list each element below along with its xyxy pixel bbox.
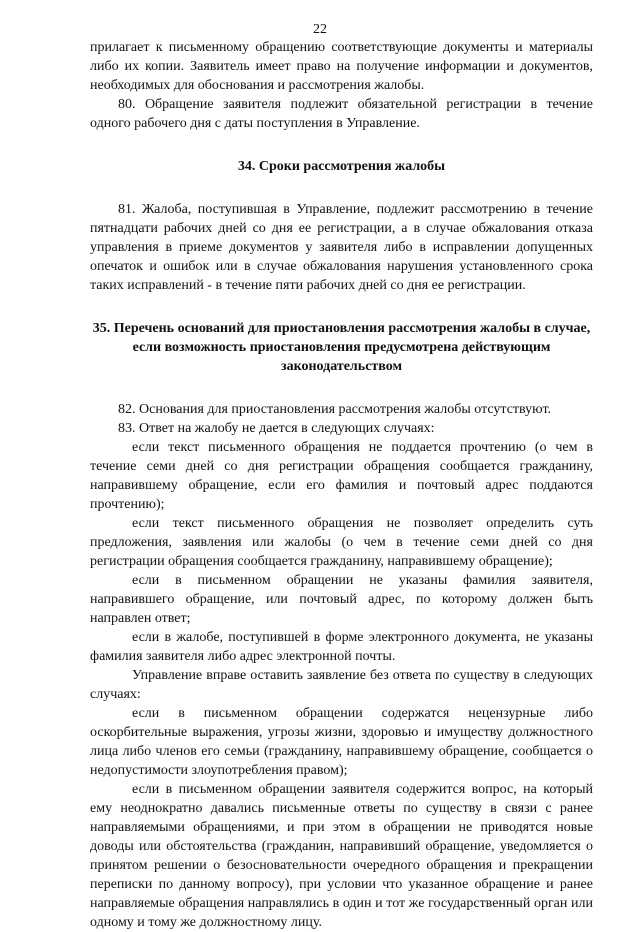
paragraph: если текст письменного обращения не поддается прочтению (о чем в течение семи дней со дня регистрации обращения сообщается гражданину, направившему обращение, если его фамилия и почтовый адрес поддаются прочтению);	[90, 440, 593, 512]
paragraph: если в жалобе, поступившей в форме электронного документа, не указаны фамилия заявителя либо адрес электронной почты.	[90, 630, 593, 664]
section-heading: 35. Перечень оснований для приостановления рассмотрения жалобы в случае, если возможность приостановления предусмотрена действующим законодательством	[92, 321, 591, 374]
section-heading: 34. Сроки рассмотрения жалобы	[237, 159, 446, 174]
paragraph: если текст письменного обращения не позволяет определить суть предложения, заявления или жалобы (о чем в течение семи дней со дня регистрации обращения сообщается гражданину, направившему обращение);	[90, 516, 593, 569]
spacer	[90, 176, 593, 200]
paragraph: 81. Жалоба, поступившая в Управление, подлежит рассмотрению в течение пятнадцати рабочих дней со дня ее регистрации, а в случае обжалования отказа управления в приеме документов у заявителя либо в исправлении допущенных опечаток и ошибок или в случае обжалования нарушения установленного срока таких исправлений - в течение пяти рабочих дней со дня ее регистрации.	[90, 202, 593, 293]
paragraph: прилагает к письменному обращению соответствующие документы и материалы либо их копии. Заявитель имеет право на получение информации и документов, необходимых для обоснования и рассмотрения жалобы.	[90, 40, 593, 93]
paragraph: 80. Обращение заявителя подлежит обязательной регистрации в течение одного рабочего дня с даты поступления в Управление.	[90, 97, 593, 131]
paragraph: Управление вправе оставить заявление без ответа по существу в следующих случаях:	[90, 668, 593, 702]
paragraph: 83. Ответ на жалобу не дается в следующих случаях:	[118, 421, 435, 436]
spacer	[90, 295, 593, 319]
paragraph: если в письменном обращении не указаны фамилия заявителя, направившего обращение, или почтовый адрес, по которому должен быть направлен ответ;	[90, 573, 593, 626]
paragraph: если в письменном обращении заявителя содержится вопрос, на который ему неоднократно давались письменные ответы по существу в связи с ранее направляемыми обращениями, и при этом в обращении не приводятся новые доводы или обстоятельства (гражданин, направивший обращение, уведомляется о принятом решении о безосновательности очередного обращения и прекращении переписки по данному вопросу), при условии что указанное обращение и ранее направляемые обращения направлялись в один и тот же государственный орган или одному и тому же должностному лицу.	[90, 782, 593, 930]
page-number: 22	[313, 22, 327, 37]
spacer	[90, 133, 593, 157]
document-body	[90, 38, 593, 932]
paragraph: 82. Основания для приостановления рассмотрения жалобы отсутствуют.	[118, 402, 552, 417]
spacer	[90, 376, 593, 400]
paragraph: если в письменном обращении содержатся нецензурные либо оскорбительные выражения, угрозы жизни, здоровью и имуществу должностного лица либо членов его семьи (гражданину, направившему обращение, сообщается о недопустимости злоупотребления правом);	[90, 706, 593, 778]
